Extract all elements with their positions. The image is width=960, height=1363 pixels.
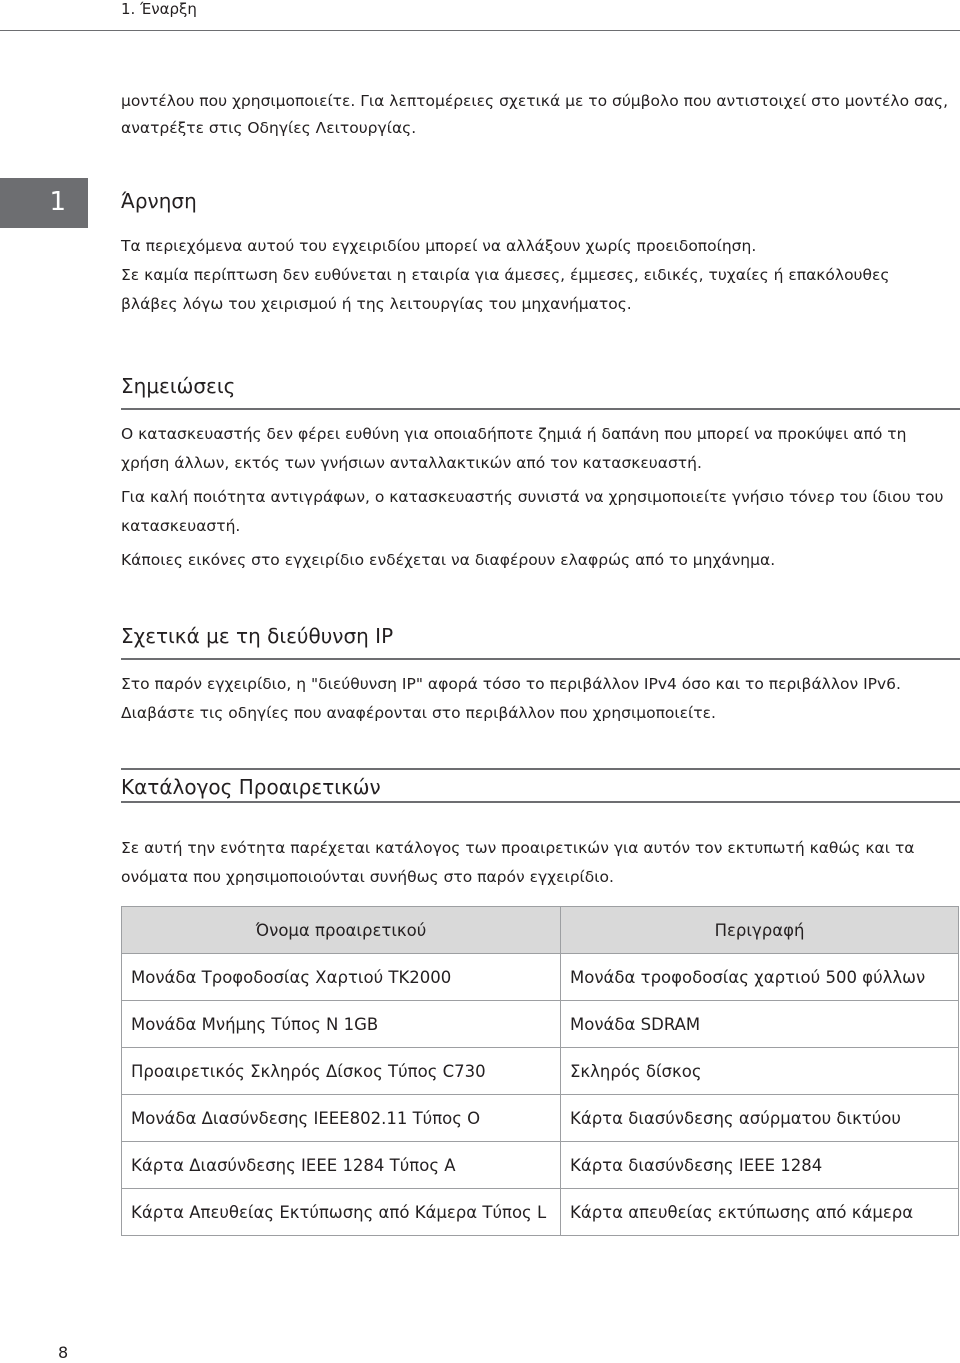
intro-paragraph: μοντέλου που χρησιμοποιείτε. Για λεπτομέρειες σχετικά με το σύμβολο που αντιστοιχεί στο μοντέλο σας, ανατρέξτε στις Οδηγίες Λειτουργίας. <box>121 92 949 137</box>
disclaimer-title: Άρνηση <box>121 189 197 213</box>
table-row <box>122 954 959 1001</box>
ip-title: Σχετικά με τη διεύθυνση IP <box>121 624 394 648</box>
option-description-cell: Κάρτα διασύνδεσης ασύρματου δικτύου <box>561 1095 959 1142</box>
table-row <box>122 1142 959 1189</box>
ip-body <box>121 670 951 728</box>
option-name-cell: Κάρτα Απευθείας Εκτύπωσης από Κάμερα Τύπος L <box>122 1189 561 1236</box>
option-name-cell: Μονάδα Διασύνδεσης IEEE802.11 Τύπος O <box>122 1095 561 1142</box>
disclaimer-body <box>121 232 951 319</box>
option-description-cell: Μονάδα SDRAM <box>561 1001 959 1048</box>
options-table <box>121 906 959 1236</box>
table-row <box>122 1048 959 1095</box>
column-header-description: Περιγραφή <box>561 907 959 954</box>
notes-paragraph: Για καλή ποιότητα αντιγράφων, ο κατασκευαστής συνιστά να χρησιμοποιείτε γνήσιο τόνερ του ίδιου του κατασκευαστή. <box>121 488 944 535</box>
chapter-tab <box>0 178 88 228</box>
options-top-divider <box>121 768 960 770</box>
option-description-cell: Σκληρός δίσκος <box>561 1048 959 1095</box>
options-title: Κατάλογος Προαιρετικών <box>121 775 381 799</box>
notes-body <box>121 420 951 575</box>
option-description-cell: Μονάδα τροφοδοσίας χαρτιού 500 φύλλων <box>561 954 959 1001</box>
chapter-number: 1 <box>49 187 66 217</box>
options-intro-paragraph: Σε αυτή την ενότητα παρέχεται κατάλογος των προαιρετικών για αυτόν τον εκτυπωτή καθώς και τα ονόματα που χρησιμοποιούνται συνήθως στο παρόν εγχειρίδιο. <box>121 839 915 886</box>
page-number: 8 <box>58 1343 69 1362</box>
notes-paragraph: Ο κατασκευαστής δεν φέρει ευθύνη για οποιαδήποτε ζημιά ή δαπάνη που μπορεί να προκύψει από τη χρήση άλλων, εκτός των γνήσιων ανταλλακτικών από τον κατασκευαστή. <box>121 425 907 472</box>
disclaimer-paragraph: Τα περιεχόμενα αυτού του εγχειριδίου μπορεί να αλλάξουν χωρίς προειδοποίηση. <box>121 237 757 255</box>
table-row <box>122 1189 959 1236</box>
table-row <box>122 1095 959 1142</box>
notes-title: Σημειώσεις <box>121 374 236 398</box>
option-name-cell: Προαιρετικός Σκληρός Δίσκος Τύπος C730 <box>122 1048 561 1095</box>
ip-divider <box>121 658 960 660</box>
option-name-cell: Κάρτα Διασύνδεσης IEEE 1284 Τύπος A <box>122 1142 561 1189</box>
table-row <box>122 1001 959 1048</box>
options-intro <box>121 834 951 892</box>
table-header-row <box>122 907 959 954</box>
option-name-cell: Μονάδα Τροφοδοσίας Χαρτιού TK2000 <box>122 954 561 1001</box>
header-divider <box>0 30 960 31</box>
chapter-header: 1. Έναρξη <box>121 0 197 18</box>
option-description-cell: Κάρτα απευθείας εκτύπωσης από κάμερα <box>561 1189 959 1236</box>
notes-divider <box>121 408 960 410</box>
options-divider <box>121 801 960 803</box>
option-name-cell: Μονάδα Μνήμης Τύπος N 1GB <box>122 1001 561 1048</box>
disclaimer-paragraph: Σε καμία περίπτωση δεν ευθύνεται η εταιρία για άμεσες, έμμεσες, ειδικές, τυχαίες ή επακόλουθες βλάβες λόγω του χειρισμού ή της λειτουργίας του μηχανήματος. <box>121 266 890 313</box>
column-header-option-name: Όνομα προαιρετικού <box>122 907 561 954</box>
option-description-cell: Κάρτα διασύνδεσης IEEE 1284 <box>561 1142 959 1189</box>
notes-paragraph: Κάποιες εικόνες στο εγχειρίδιο ενδέχεται να διαφέρουν ελαφρώς από το μηχάνημα. <box>121 551 776 569</box>
ip-paragraph: Στο παρόν εγχειρίδιο, η "διεύθυνση IP" αφορά τόσο το περιβάλλον IPv4 όσο και το περιβάλλον IPv6. Διαβάστε τις οδηγίες που αναφέρονται στο περιβάλλον που χρησιμοποιείτε. <box>121 675 901 722</box>
